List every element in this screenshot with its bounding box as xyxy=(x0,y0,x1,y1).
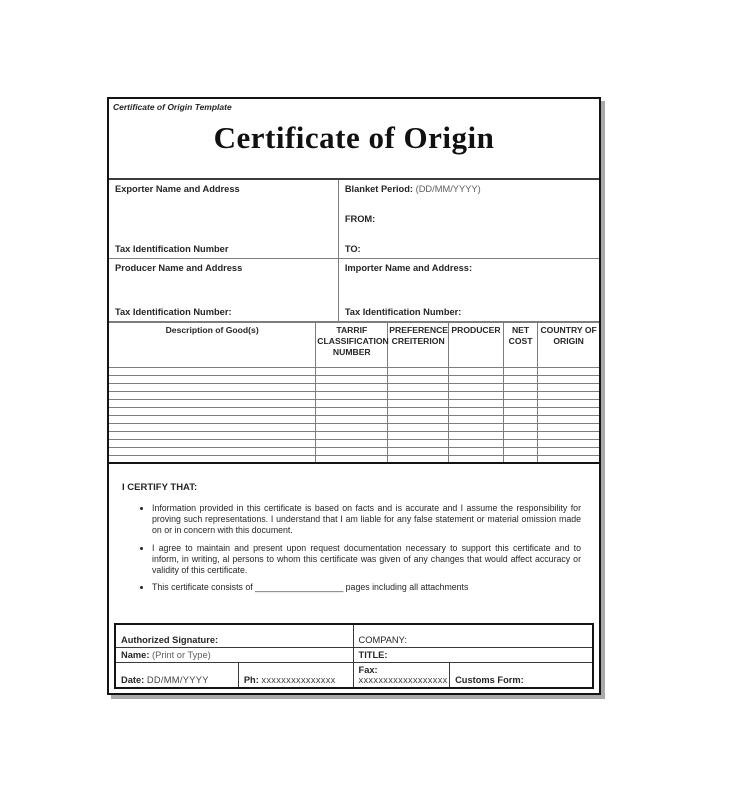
goods-empty-cell xyxy=(388,399,449,407)
goods-empty-cell xyxy=(316,399,388,407)
to-label: TO: xyxy=(344,243,361,254)
authorized-signature-cell xyxy=(115,624,353,648)
goods-header-tarrif: TARRIF CLASSIFICATION NUMBER xyxy=(316,322,388,367)
goods-empty-cell xyxy=(449,439,504,447)
goods-empty-cell xyxy=(538,399,599,407)
date-cell xyxy=(115,663,238,689)
customs-form-cell xyxy=(450,663,593,689)
goods-empty-row xyxy=(109,455,599,463)
goods-empty-cell xyxy=(449,399,504,407)
goods-empty-cell xyxy=(316,375,388,383)
producer-importer-row xyxy=(109,258,599,321)
goods-empty-cell xyxy=(316,383,388,391)
goods-header-description: Description of Good(s) xyxy=(109,322,316,367)
goods-empty-cell xyxy=(538,455,599,463)
phone-value: xxxxxxxxxxxxxxx xyxy=(261,675,336,685)
goods-empty-row xyxy=(109,383,599,391)
goods-empty-cell xyxy=(109,375,316,383)
goods-empty-row xyxy=(109,391,599,399)
goods-empty-cell xyxy=(449,407,504,415)
certify-bullet-1: • Information provided in this certificate is based on facts and is accurate and I assume the responsibility for proving such representations. I understand that I am liable for any false statement or material omission made on or in concern with this document. xyxy=(152,503,581,536)
goods-empty-cell xyxy=(388,375,449,383)
goods-empty-cell xyxy=(449,431,504,439)
date-value: DD/MM/YYYY xyxy=(146,675,209,685)
signature-table xyxy=(114,623,594,690)
certify-bullet-list xyxy=(122,503,585,593)
importer-tax-label: Tax Identification Number: xyxy=(344,306,462,317)
blanket-period-line xyxy=(345,184,593,194)
fax-value: xxxxxxxxxxxxxxxxxx xyxy=(358,675,448,685)
phone-label: Ph: xyxy=(243,675,259,685)
signature-block xyxy=(114,623,594,690)
goods-empty-cell xyxy=(503,439,537,447)
goods-empty-cell xyxy=(388,439,449,447)
goods-empty-cell xyxy=(109,391,316,399)
blanket-period-label: Blanket Period: xyxy=(344,184,414,194)
goods-empty-row xyxy=(109,431,599,439)
goods-empty-cell xyxy=(538,447,599,455)
goods-empty-cell xyxy=(388,415,449,423)
name-cell xyxy=(115,648,353,663)
certify-section xyxy=(109,464,599,600)
producer-label: Producer Name and Address xyxy=(115,262,243,273)
name-hint: (Print or Type) xyxy=(152,650,211,660)
importer-cell xyxy=(338,258,599,321)
goods-empty-cell xyxy=(388,455,449,463)
fax-label: Fax: xyxy=(358,665,378,675)
goods-empty-row xyxy=(109,439,599,447)
goods-empty-cell xyxy=(503,415,537,423)
name-label: Name: xyxy=(121,650,150,660)
goods-empty-cell xyxy=(538,391,599,399)
goods-header-country: COUNTRY OF ORIGIN xyxy=(538,322,599,367)
goods-empty-cell xyxy=(316,439,388,447)
goods-empty-cell xyxy=(503,455,537,463)
title-cell xyxy=(353,648,593,663)
goods-empty-row xyxy=(109,415,599,423)
exporter-tax-label: Tax Identification Number xyxy=(115,243,229,254)
goods-header-row xyxy=(109,322,599,367)
date-label: Date: xyxy=(121,675,145,685)
goods-empty-cell xyxy=(503,407,537,415)
goods-empty-cell xyxy=(449,415,504,423)
goods-empty-cell xyxy=(109,439,316,447)
parties-table xyxy=(109,178,599,322)
goods-empty-cell xyxy=(538,383,599,391)
blanket-period-hint: (DD/MM/YYYY) xyxy=(415,184,481,194)
goods-empty-cell xyxy=(109,447,316,455)
goods-empty-row xyxy=(109,367,599,375)
exporter-label: Exporter Name and Address xyxy=(115,184,240,194)
blanket-period-cell xyxy=(338,179,599,258)
goods-header-net-cost: NET COST xyxy=(503,322,537,367)
goods-empty-cell xyxy=(109,455,316,463)
producer-tax-label: Tax Identification Number: xyxy=(115,306,232,317)
goods-empty-cell xyxy=(388,367,449,375)
template-label: Certificate of Origin Template xyxy=(113,102,232,112)
goods-empty-cell xyxy=(538,431,599,439)
goods-empty-cell xyxy=(503,447,537,455)
goods-empty-cell xyxy=(503,391,537,399)
goods-empty-cell xyxy=(316,367,388,375)
goods-empty-cell xyxy=(449,375,504,383)
page-title: Certificate of Origin xyxy=(213,120,495,155)
goods-empty-row xyxy=(109,447,599,455)
goods-empty-cell xyxy=(449,391,504,399)
goods-empty-cell xyxy=(388,431,449,439)
goods-empty-cell xyxy=(388,423,449,431)
goods-empty-cell xyxy=(538,375,599,383)
goods-empty-cell xyxy=(449,455,504,463)
goods-table xyxy=(109,322,599,465)
goods-empty-cell xyxy=(449,383,504,391)
goods-header-preference: PREFERENCE CREITERION xyxy=(388,322,449,367)
date-ph-fax-row xyxy=(115,663,593,689)
goods-table-body xyxy=(109,367,599,463)
goods-empty-row xyxy=(109,423,599,431)
goods-empty-cell xyxy=(503,383,537,391)
company-label: COMPANY: xyxy=(358,635,407,645)
goods-empty-cell xyxy=(109,367,316,375)
from-label: FROM: xyxy=(344,213,376,224)
name-title-row xyxy=(115,648,593,663)
producer-cell xyxy=(109,258,338,321)
goods-empty-cell xyxy=(388,407,449,415)
goods-empty-cell xyxy=(538,407,599,415)
authorized-signature-label: Authorized Signature: xyxy=(121,635,219,645)
goods-empty-cell xyxy=(316,391,388,399)
goods-empty-cell xyxy=(109,431,316,439)
goods-empty-cell xyxy=(503,431,537,439)
goods-empty-cell xyxy=(388,447,449,455)
goods-empty-cell xyxy=(316,447,388,455)
goods-empty-cell xyxy=(316,431,388,439)
goods-empty-cell xyxy=(109,407,316,415)
goods-header-producer: PRODUCER xyxy=(449,322,504,367)
phone-cell xyxy=(238,663,353,689)
goods-empty-cell xyxy=(388,383,449,391)
company-cell xyxy=(353,624,593,648)
goods-empty-row xyxy=(109,407,599,415)
goods-empty-cell xyxy=(449,367,504,375)
certify-heading: I CERTIFY THAT: xyxy=(122,482,198,493)
goods-empty-row xyxy=(109,375,599,383)
goods-empty-cell xyxy=(316,415,388,423)
customs-form-label: Customs Form: xyxy=(455,675,524,685)
goods-empty-cell xyxy=(449,423,504,431)
fax-cell xyxy=(353,663,450,689)
title-label: TITLE: xyxy=(358,650,388,660)
goods-empty-cell xyxy=(503,423,537,431)
goods-empty-cell xyxy=(109,383,316,391)
goods-empty-cell xyxy=(109,423,316,431)
certificate-page xyxy=(107,97,601,695)
goods-empty-cell xyxy=(109,399,316,407)
goods-empty-cell xyxy=(503,375,537,383)
goods-empty-cell xyxy=(109,415,316,423)
goods-empty-cell xyxy=(503,367,537,375)
goods-empty-cell xyxy=(316,455,388,463)
goods-empty-cell xyxy=(503,399,537,407)
goods-empty-cell xyxy=(538,367,599,375)
goods-empty-cell xyxy=(316,407,388,415)
goods-empty-cell xyxy=(538,423,599,431)
importer-label: Importer Name and Address: xyxy=(344,262,473,273)
exporter-cell xyxy=(109,179,338,258)
exporter-blanket-row xyxy=(109,179,599,258)
signature-company-row xyxy=(115,624,593,648)
goods-empty-row xyxy=(109,399,599,407)
goods-empty-cell xyxy=(388,391,449,399)
goods-empty-cell xyxy=(449,447,504,455)
goods-empty-cell xyxy=(538,439,599,447)
certify-bullet-2: • I agree to maintain and present upon request documentation necessary to support this certificate and to inform, in writing, al persons to whom this certificate was given of any changes that would affect accuracy or validity of this certificate. xyxy=(152,543,581,576)
certify-bullet-3: • This certificate consists of __________________ pages including all attachments xyxy=(152,582,581,593)
goods-empty-cell xyxy=(316,423,388,431)
goods-empty-cell xyxy=(538,415,599,423)
